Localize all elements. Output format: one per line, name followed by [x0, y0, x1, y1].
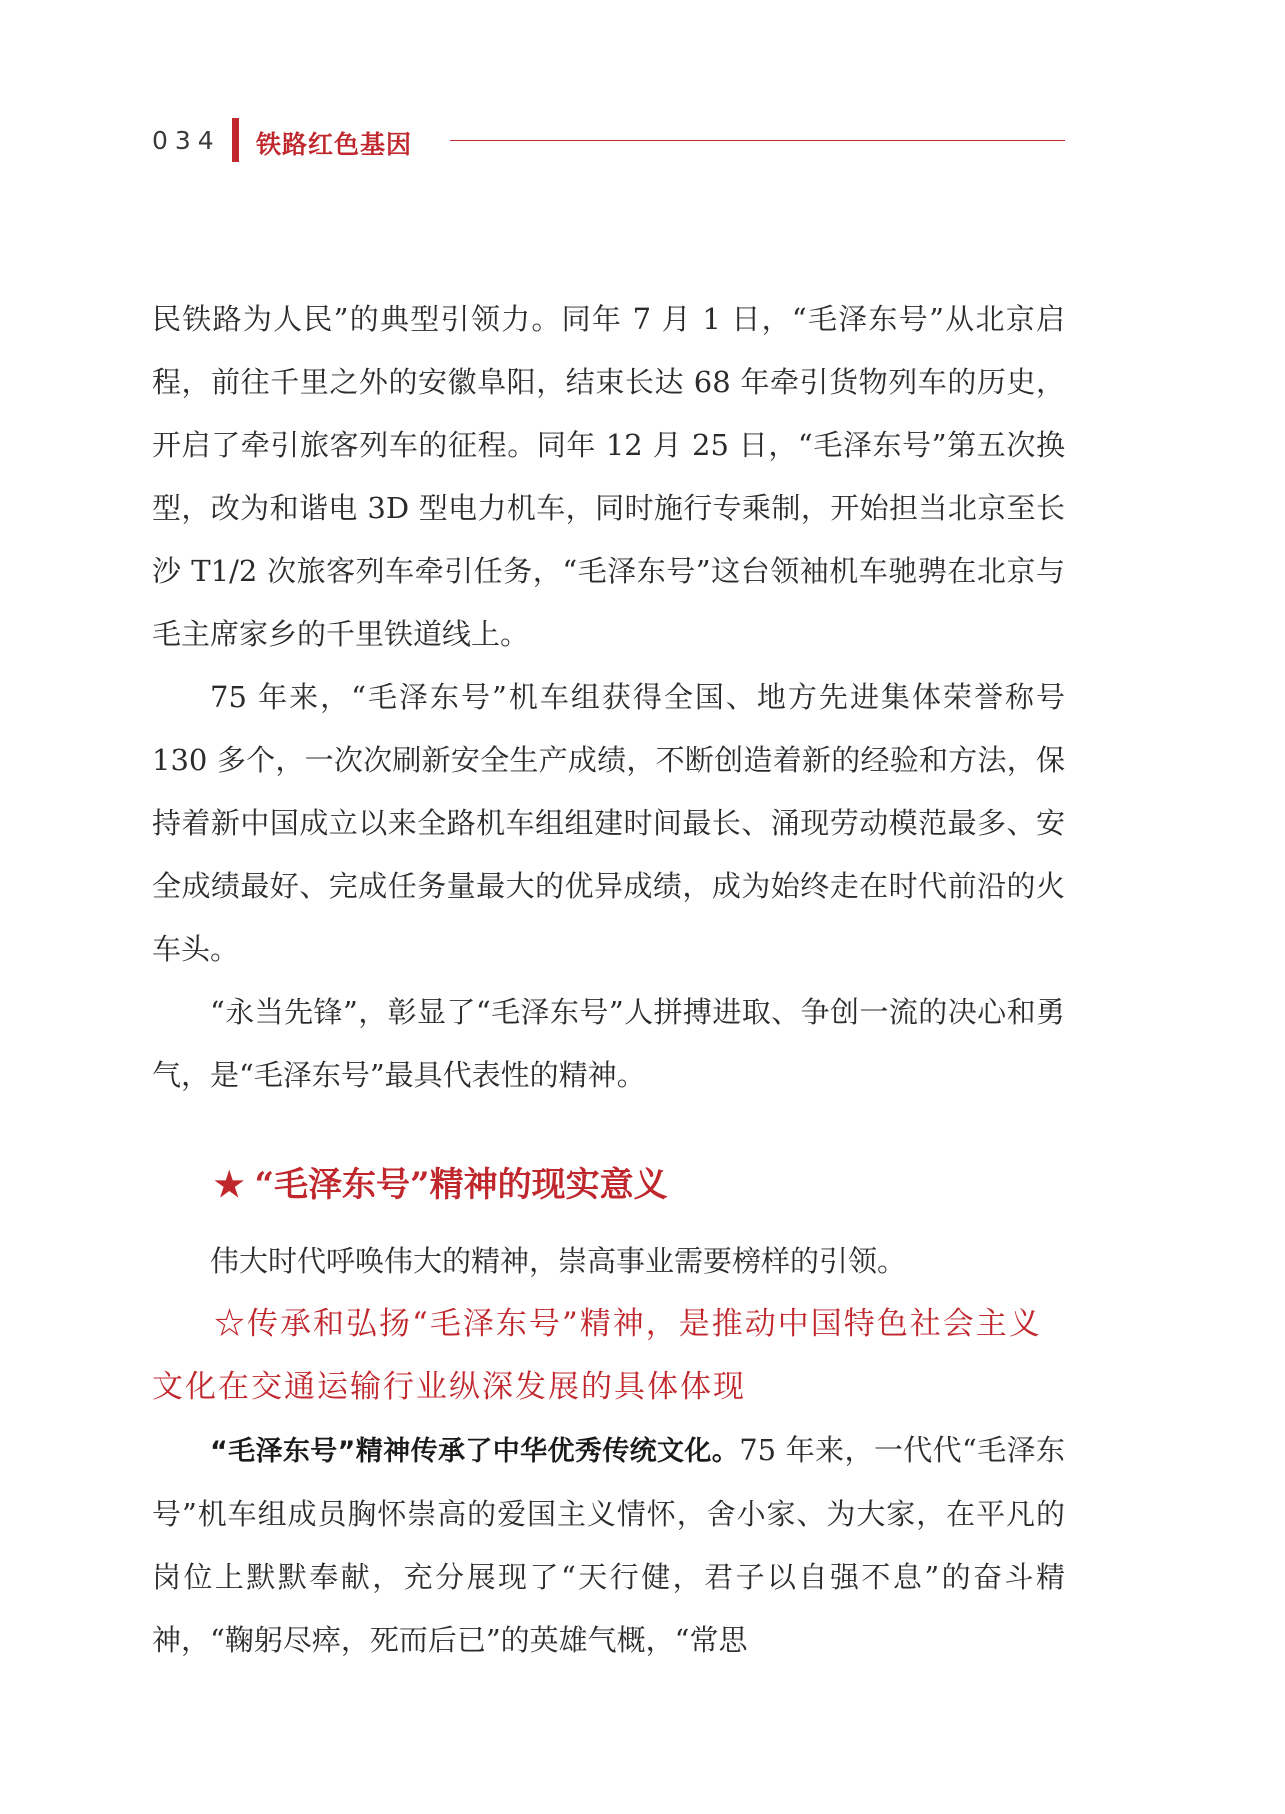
paragraph-2: 75 年来，“毛泽东号”机车组获得全国、地方先进集体荣誉称号 130 多个，一次次刷新安全生产成绩，不断创造着新的经验和方法，保持着新中国成立以来全路机车组组建时间最长、涌现劳动模范最多、安全成绩最好、完成任务量最大的优异成绩，成为始终走在时代前沿的火车头。 [152, 680, 1065, 966]
paragraph-4-lead: “毛泽东号”精神传承了中华优秀传统文化。 [210, 1436, 740, 1467]
page-header [152, 118, 1065, 162]
paragraph-4 [152, 1419, 1065, 1672]
paragraph-1: 民铁路为人民”的典型引领力。同年 7 月 1 日，“毛泽东号”从北京启程，前往千里之外的安徽阜阳，结束长达 68 年牵引货物列车的历史，开启了牵引旅客列车的征程。同年 12 月 25 日，“毛泽东号”第五次换型，改为和谐电 3D 型电力机车，同时施行专乘制，开始担当北京至长沙 T1/2 次旅客列车牵引任务，“毛泽东号”这台领袖机车驰骋在北京与毛主席家乡的千里铁道线上。 [152, 302, 1065, 651]
sub-heading: ☆传承和弘扬“毛泽东号”精神，是推动中国特色社会主义文化在交通运输行业纵深发展的具体体现 [152, 1306, 1042, 1405]
section-intro: 伟大时代呼唤伟大的精神，崇高事业需要榜样的引领。 [210, 1244, 907, 1278]
star-icon: ★ [214, 1165, 245, 1205]
page-number: 034 [152, 126, 221, 155]
header-accent-bar [232, 118, 239, 162]
body-text-bottom [152, 1230, 1065, 1672]
header-divider [450, 140, 1065, 141]
paragraph-4-body: 75 年来，一代代“毛泽东号”机车组成员胸怀崇高的爱国主义情怀，舍小家、为大家，在平凡的岗位上默默奉献，充分展现了“天行健，君子以自强不息”的奋斗精神，“鞠躬尽瘁，死而后已”的英雄气概，“常思 [152, 1433, 1065, 1657]
book-title: 铁路红色基因 [256, 130, 413, 159]
paragraph-3: “永当先锋”，彰显了“毛泽东号”人拼搏进取、争创一流的决心和勇气，是“毛泽东号”最具代表性的精神。 [152, 995, 1065, 1092]
section-heading-text: “毛泽东号”精神的现实意义 [254, 1165, 668, 1205]
body-text-top [152, 288, 1065, 1107]
section-heading [214, 1160, 668, 1210]
